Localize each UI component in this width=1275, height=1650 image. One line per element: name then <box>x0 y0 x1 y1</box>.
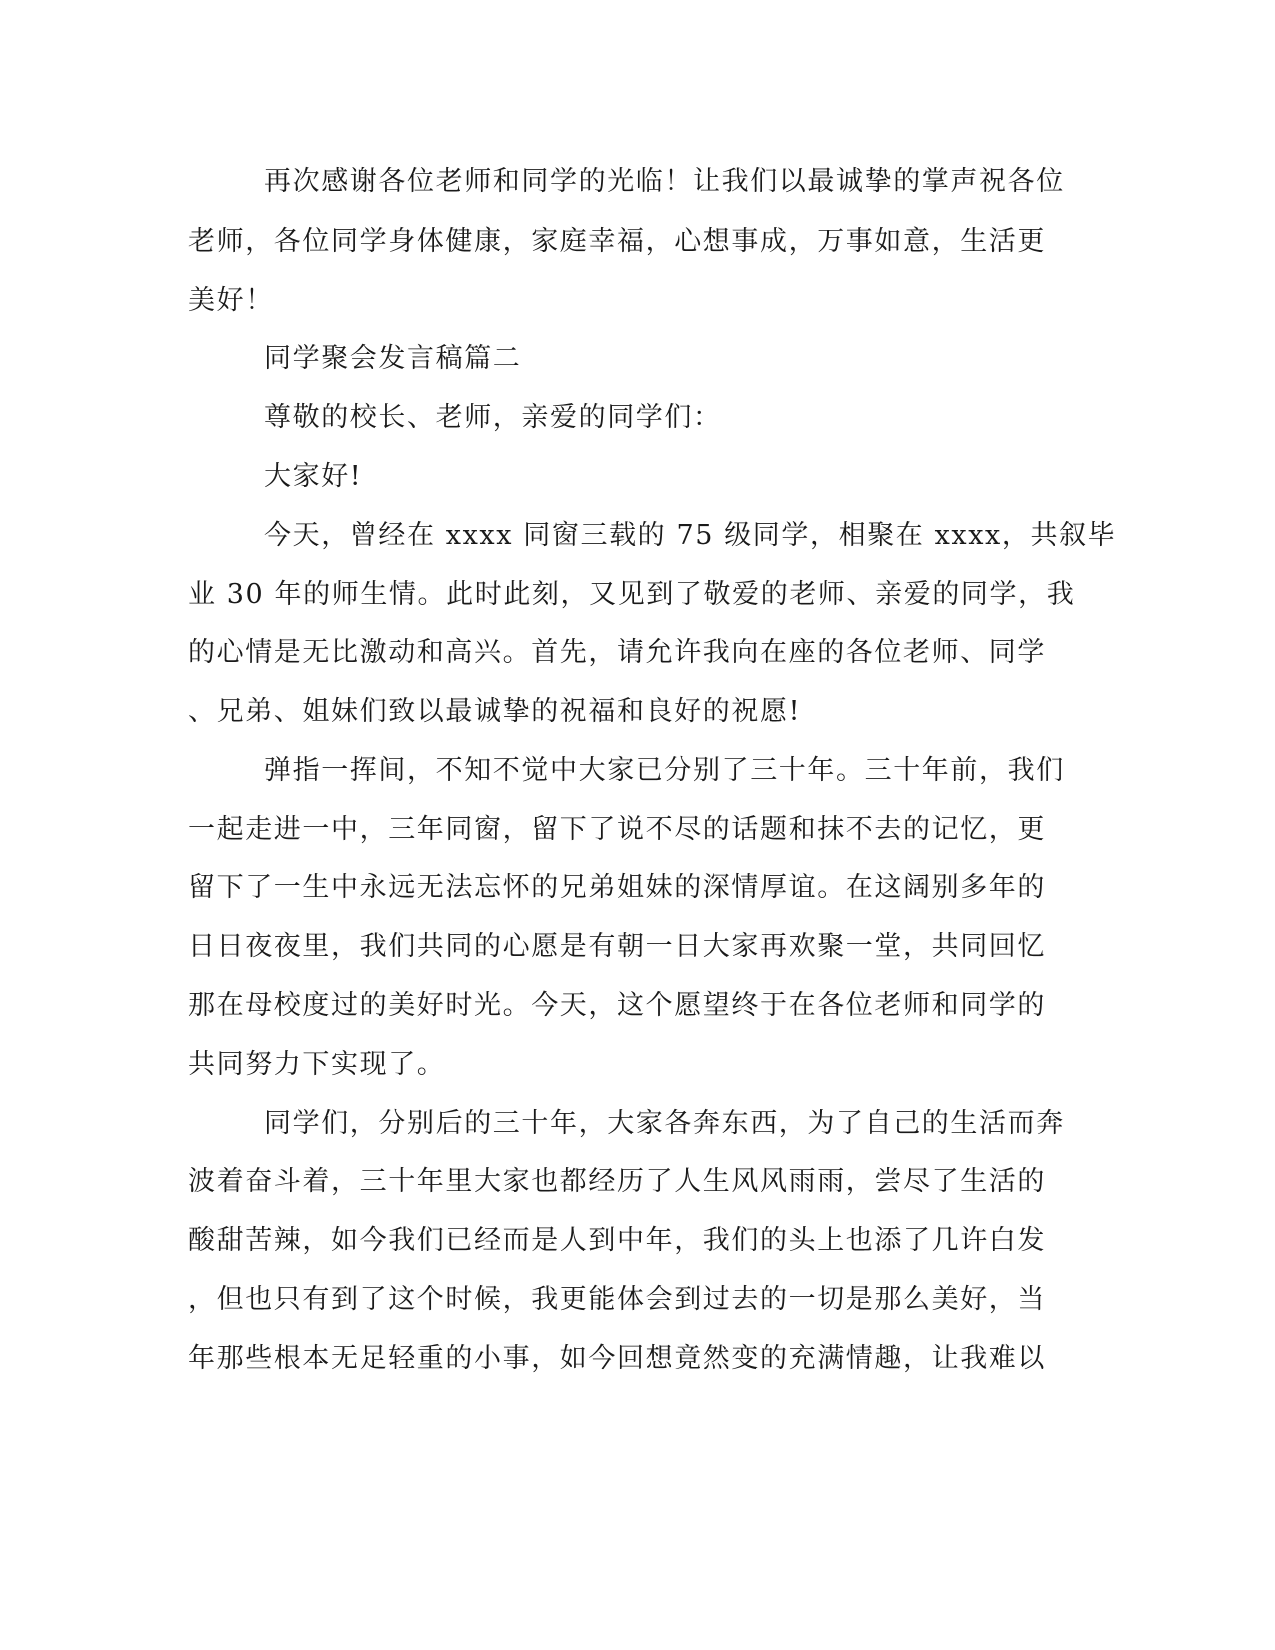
paragraph-line: 老师，各位同学身体健康，家庭幸福，心想事成，万事如意，生活更 <box>188 226 1046 257</box>
paragraph-line: 年那些根本无足轻重的小事，如今回想竟然变的充满情趣，让我难以 <box>188 1343 1046 1374</box>
section-heading: 同学聚会发言稿篇二 <box>264 343 522 374</box>
paragraph-line: 美好！ <box>188 285 274 316</box>
paragraph-line: 业 30 年的师生情。此时此刻，又见到了敬爱的老师、亲爱的同学，我 <box>188 579 1076 610</box>
greeting: 大家好! <box>264 461 363 492</box>
paragraph-line: 酸甜苦辣，如今我们已经而是人到中年，我们的头上也添了几许白发 <box>188 1225 1046 1256</box>
salutation: 尊敬的校长、老师，亲爱的同学们： <box>264 402 722 433</box>
paragraph-line: 波着奋斗着，三十年里大家也都经历了人生风风雨雨，尝尽了生活的 <box>188 1166 1046 1197</box>
paragraph-line: 的心情是无比激动和高兴。首先，请允许我向在座的各位老师、同学 <box>188 637 1046 668</box>
paragraph-line: 同学们，分别后的三十年，大家各奔东西，为了自己的生活而奔 <box>264 1108 1065 1139</box>
paragraph-line: 今天，曾经在 xxxx 同窗三载的 75 级同学，相聚在 xxxx，共叙毕 <box>264 520 1117 551</box>
paragraph-line: 一起走进一中，三年同窗，留下了说不尽的话题和抹不去的记忆，更 <box>188 814 1046 845</box>
paragraph-line: 、兄弟、姐妹们致以最诚挚的祝福和良好的祝愿! <box>188 696 802 727</box>
paragraph-line: ，但也只有到了这个时候，我更能体会到过去的一切是那么美好，当 <box>188 1284 1046 1315</box>
paragraph-line: 留下了一生中永远无法忘怀的兄弟姐妹的深情厚谊。在这阔别多年的 <box>188 872 1046 903</box>
paragraph-line: 那在母校度过的美好时光。今天，这个愿望终于在各位老师和同学的 <box>188 990 1046 1021</box>
paragraph-line: 弹指一挥间，不知不觉中大家已分别了三十年。三十年前，我们 <box>264 755 1065 786</box>
paragraph-line: 共同努力下实现了。 <box>188 1049 446 1080</box>
paragraph-line: 再次感谢各位老师和同学的光临！让我们以最诚挚的掌声祝各位 <box>264 166 1065 197</box>
paragraph-line: 日日夜夜里，我们共同的心愿是有朝一日大家再欢聚一堂，共同回忆 <box>188 931 1046 962</box>
